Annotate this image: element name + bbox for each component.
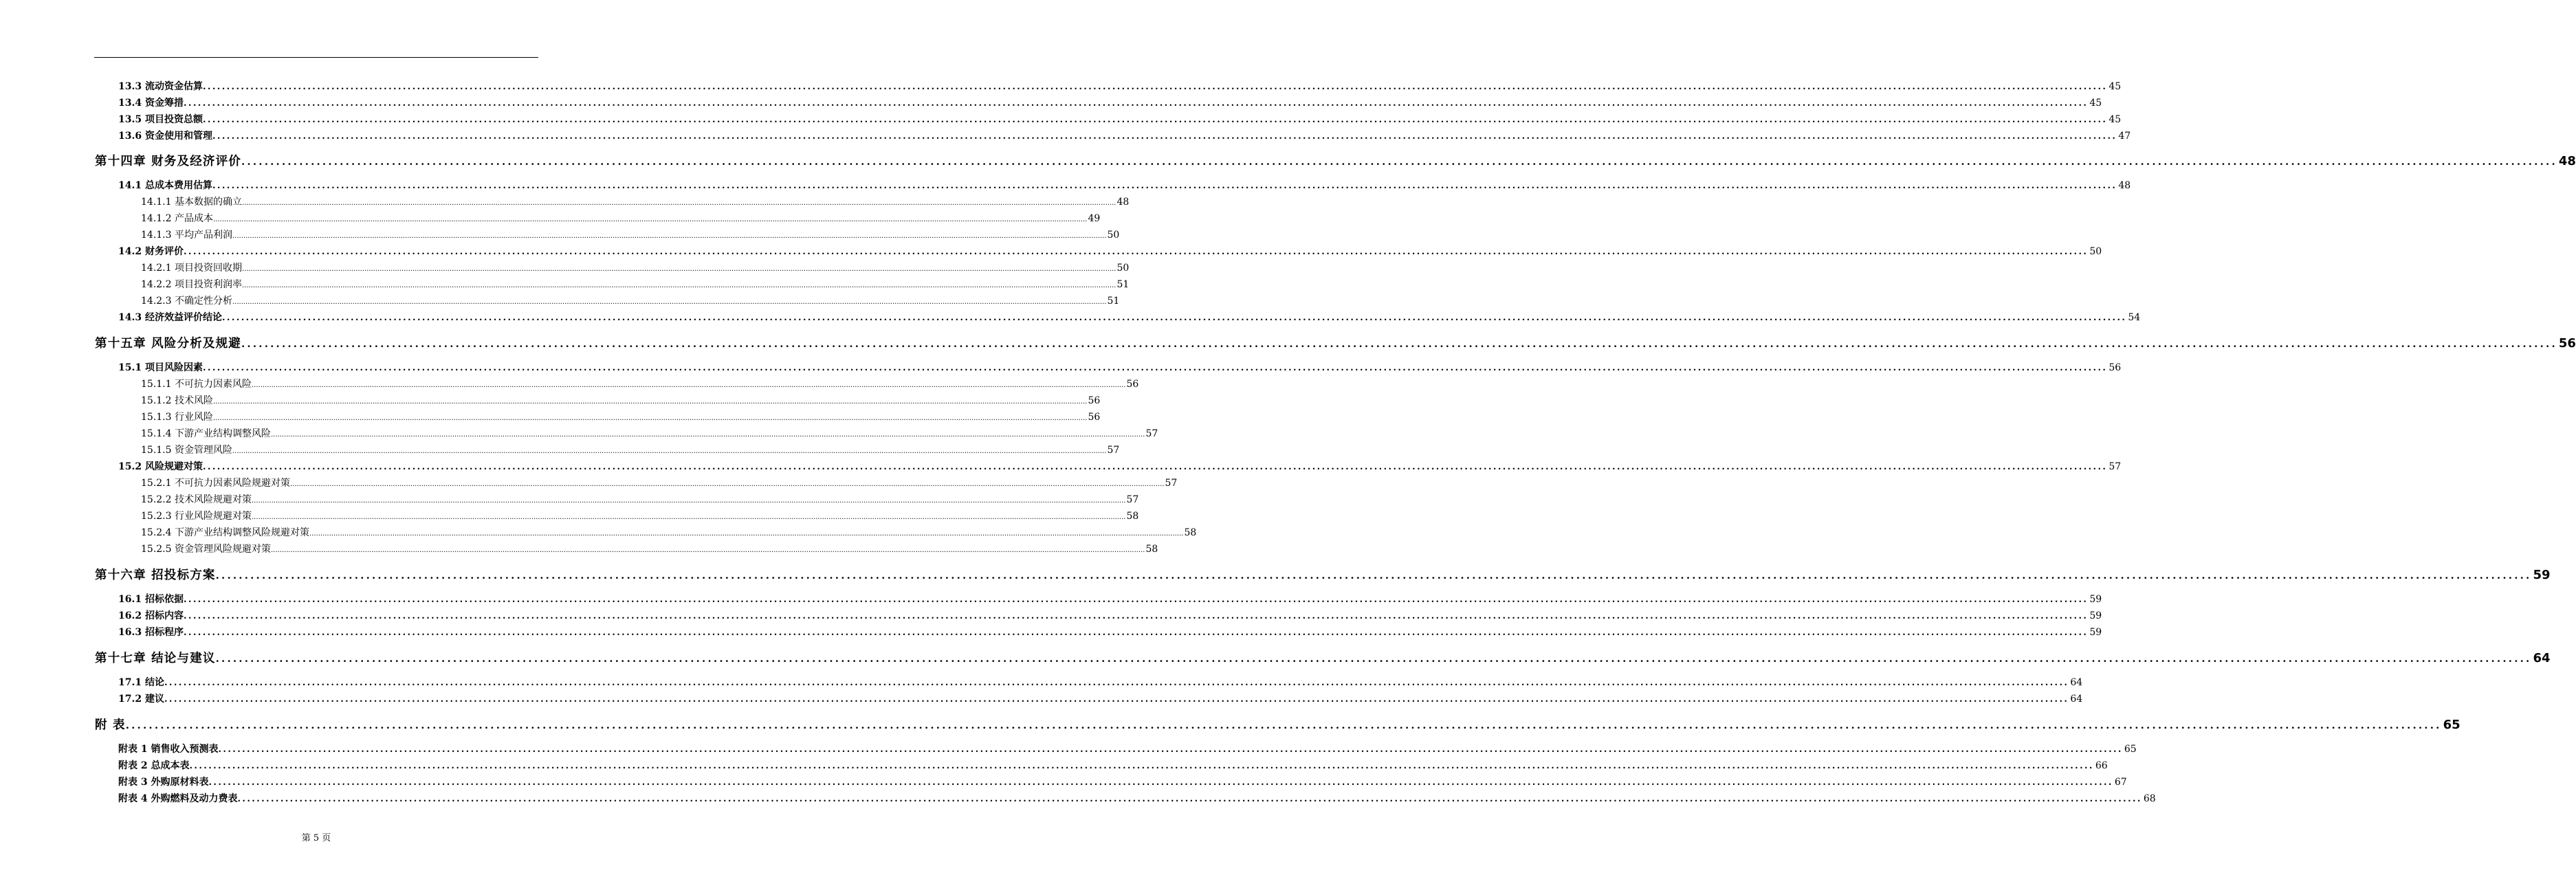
toc-section-entry[interactable] [118,625,2102,639]
toc-leader-dots: ................................................................................................................................................................................................................................................................................................................................................................................................................ [232,298,1107,306]
toc-entry-label: 13.3 流动资金估算 [118,81,203,92]
toc-leader-dots: ................................................................................................................................................................................................................................................................................................................................................................................................................ [212,131,2117,142]
toc-leader-dots: ................................................................................................................................................................................................................................................................................................................................................................................................................ [241,265,1116,273]
toc-entry-page-number: 68 [2143,793,2156,804]
toc-entry-label: 第十七章 结论与建议 [95,652,216,665]
toc-subsection-entry[interactable] [141,277,1130,291]
toc-entry-label: 附表 1 销售收入预测表 [118,744,219,755]
toc-entry-label: 15.2.2 技术风险规避对策 [141,494,252,505]
toc-entry-label: 15.1.1 不可抗力因素风险 [141,379,252,390]
toc-entry-label: 13.4 资金筹措 [118,98,184,109]
toc-section-entry[interactable] [118,310,2141,324]
toc-entry-label: 13.6 资金使用和管理 [118,131,212,142]
toc-subsection-entry[interactable] [141,443,1120,456]
toc-entry-page-number: 56 [2109,362,2122,373]
toc-entry-page-number: 47 [2118,131,2131,142]
page-number: 第 5 页 [301,833,331,843]
toc-leader-dots: ................................................................................................................................................................................................................................................................................................................................................................................................................ [232,448,1107,455]
toc-entry-page-number: 57 [1145,428,1158,439]
toc-leader-dots: ................................................................................................................................................................................................................................................................................................................................................................................................................ [183,611,2089,621]
toc-entry-page-number: 57 [1165,478,1178,489]
toc-chapter-entry[interactable] [95,566,2551,584]
toc-entry-label: 14.1 总成本费用估算 [118,180,212,191]
toc-leader-dots: ................................................................................................................................................................................................................................................................................................................................................................................................................ [183,595,2089,605]
toc-entry-page-number: 66 [2095,760,2108,771]
toc-leader-dots: ................................................................................................................................................................................................................................................................................................................................................................................................................ [212,216,1088,223]
toc-entry-label: 15.1 项目风险因素 [118,362,203,373]
toc-leader-dots: ................................................................................................................................................................................................................................................................................................................................................................................................................ [221,313,2127,323]
toc-leader-dots: ................................................................................................................................................................................................................................................................................................................................................................................................................ [202,82,2108,92]
toc-leader-dots: ................................................................................................................................................................................................................................................................................................................................................................................................................ [208,777,2113,788]
toc-entry-page-number: 57 [2109,461,2122,472]
toc-entry-page-number: 54 [2128,312,2141,323]
toc-entry-label: 15.1.2 技术风险 [141,395,213,406]
toc-entry-label: 15.1.4 下游产业结构调整风险 [141,428,271,439]
toc-leader-dots: ................................................................................................................................................................................................................................................................................................................................................................................................................ [164,678,2069,688]
toc-entry-page-number: 59 [2533,568,2551,582]
toc-entry-page-number: 56 [2558,336,2576,351]
toc-section-entry[interactable] [118,129,2131,142]
toc-subsection-entry[interactable] [141,476,1178,489]
toc-entry-label: 15.2 风险规避对策 [118,461,203,472]
toc-subsection-entry[interactable] [141,228,1120,241]
toc-entry-page-number: 65 [2443,718,2461,732]
toc-entry-label: 17.1 结论 [118,677,164,688]
toc-section-entry[interactable] [118,178,2131,192]
toc-entry-page-number: 56 [1088,395,1101,406]
toc-entry-label: 第十六章 招投标方案 [95,568,216,582]
toc-leader-dots: ................................................................................................................................................................................................................................................................................................................................................................................................................ [237,794,2142,804]
toc-entry-page-number: 48 [2558,154,2576,168]
toc-entry-label: 15.2.4 下游产业结构调整风险规避对策 [141,527,309,538]
toc-entry-page-number: 57 [1126,494,1139,505]
toc-entry-page-number: 59 [2089,627,2102,638]
toc-subsection-entry[interactable] [141,294,1120,307]
toc-subsection-entry[interactable] [141,410,1101,423]
toc-entry-label: 15.2.1 不可抗力因素风险规避对策 [141,478,290,489]
toc-entry-label: 15.2.5 资金管理风险规避对策 [141,544,271,555]
toc-leader-dots: ................................................................................................................................................................................................................................................................................................................................................................................................................ [232,232,1107,240]
toc-entry-page-number: 64 [2533,651,2551,665]
toc-subsection-entry[interactable] [141,525,1197,539]
toc-leader-dots: ................................................................................................................................................................................................................................................................................................................................................................................................................ [202,462,2108,472]
toc-leader-dots: ................................................................................................................................................................................................................................................................................................................................................................................................................ [218,744,2123,755]
toc-entry-label: 第十四章 财务及经济评价 [95,155,241,168]
toc-appendix-entry[interactable] [118,775,2127,788]
toc-section-entry[interactable] [118,244,2102,258]
toc-entry-label: 附表 3 外购原材料表 [118,777,209,788]
toc-leader-dots: ................................................................................................................................................................................................................................................................................................................................................................................................................ [125,719,2442,731]
toc-entry-label: 17.2 建议 [118,694,164,705]
toc-entry-label: 附表 2 总成本表 [118,760,190,771]
toc-entry-label: 16.1 招标依据 [118,594,184,605]
toc-entry-page-number: 56 [1126,379,1139,390]
toc-entry-label: 14.2.2 项目投资利润率 [141,279,242,290]
toc-entry-label: 第十五章 风险分析及规避 [95,337,241,351]
toc-entry-label: 16.2 招标内容 [118,610,184,621]
toc-leader-dots: ................................................................................................................................................................................................................................................................................................................................................................................................................ [202,363,2108,373]
toc-entry-label: 13.5 项目投资总额 [118,114,203,125]
toc-leader-dots: ................................................................................................................................................................................................................................................................................................................................................................................................................ [241,338,2557,350]
toc-subsection-entry[interactable] [141,492,1139,506]
toc-entry-page-number: 48 [2118,180,2131,191]
toc-section-entry[interactable] [118,692,2083,705]
toc-appendix-entry[interactable] [118,742,2137,755]
toc-section-entry[interactable] [118,675,2083,689]
toc-entry-label: 15.1.3 行业风险 [141,412,213,423]
toc-section-entry[interactable] [118,459,2122,473]
toc-leader-dots: ................................................................................................................................................................................................................................................................................................................................................................................................................ [183,247,2089,257]
toc-chapter-entry[interactable] [95,716,2461,733]
toc-entry-page-number: 67 [2114,777,2127,788]
toc-entry-label: 14.2.3 不确定性分析 [141,296,232,307]
toc-entry-page-number: 51 [1116,279,1130,290]
header-rule [94,57,538,58]
toc-leader-dots: ................................................................................................................................................................................................................................................................................................................................................................................................................ [289,480,1165,488]
toc-entry-label: 14.1.1 基本数据的确立 [141,197,242,208]
toc-leader-dots: ................................................................................................................................................................................................................................................................................................................................................................................................................ [215,652,2532,665]
toc-entry-label: 附表 4 外购燃料及动力费表 [118,793,238,804]
toc-entry-page-number: 50 [1116,263,1130,274]
toc-leader-dots: ................................................................................................................................................................................................................................................................................................................................................................................................................ [202,115,2108,125]
toc-leader-dots: ................................................................................................................................................................................................................................................................................................................................................................................................................ [251,497,1126,505]
toc-subsection-entry[interactable] [141,542,1158,555]
toc-appendix-entry[interactable] [118,758,2108,772]
toc-leader-dots: ................................................................................................................................................................................................................................................................................................................................................................................................................ [251,382,1126,389]
toc-section-entry[interactable] [118,112,2122,126]
toc-leader-dots: ................................................................................................................................................................................................................................................................................................................................................................................................................ [241,282,1116,289]
toc-section-entry[interactable] [118,360,2122,374]
toc-entry-page-number: 58 [1145,544,1158,555]
toc-leader-dots: ................................................................................................................................................................................................................................................................................................................................................................................................................ [215,569,2532,582]
toc-subsection-entry[interactable] [141,195,1130,208]
toc-subsection-entry[interactable] [141,509,1139,522]
toc-chapter-entry[interactable] [95,649,2551,667]
toc-leader-dots: ................................................................................................................................................................................................................................................................................................................................................................................................................ [270,431,1145,439]
toc-chapter-entry[interactable] [95,152,2576,170]
toc-leader-dots: ................................................................................................................................................................................................................................................................................................................................................................................................................ [251,513,1126,521]
toc-entry-page-number: 56 [1088,412,1101,423]
toc-entry-page-number: 45 [2089,98,2102,109]
toc-entry-page-number: 48 [1116,197,1130,208]
toc-entry-label: 14.3 经济效益评价结论 [118,312,222,323]
toc-entry-label: 15.1.5 资金管理风险 [141,445,232,456]
toc-entry-page-number: 51 [1107,296,1120,307]
toc-entry-page-number: 58 [1184,527,1197,538]
toc-entry-page-number: 50 [2089,246,2102,257]
toc-entry-page-number: 59 [2089,610,2102,621]
toc-subsection-entry[interactable] [141,426,1158,440]
toc-subsection-entry[interactable] [141,211,1101,225]
toc-section-entry[interactable] [118,592,2102,606]
toc-entry-page-number: 64 [2070,677,2083,688]
toc-entry-page-number: 45 [2109,114,2122,125]
toc-leader-dots: ................................................................................................................................................................................................................................................................................................................................................................................................................ [212,181,2117,191]
toc-leader-dots: ................................................................................................................................................................................................................................................................................................................................................................................................................ [212,415,1088,422]
toc-section-entry[interactable] [118,608,2102,622]
toc-leader-dots: ................................................................................................................................................................................................................................................................................................................................................................................................................ [212,398,1088,406]
toc-entry-page-number: 50 [1107,230,1120,241]
toc-entry-label: 15.2.3 行业风险规避对策 [141,511,252,522]
toc-entry-page-number: 65 [2124,744,2137,755]
toc-entry-label: 附 表 [95,718,126,732]
toc-entry-page-number: 64 [2070,694,2083,705]
toc-entry-label: 16.3 招标程序 [118,627,184,638]
toc-entry-page-number: 57 [1107,445,1120,456]
toc-entry-page-number: 49 [1088,213,1101,224]
toc-subsection-entry[interactable] [141,261,1130,274]
toc-leader-dots: ................................................................................................................................................................................................................................................................................................................................................................................................................ [241,199,1116,207]
toc-leader-dots: ................................................................................................................................................................................................................................................................................................................................................................................................................ [183,98,2089,109]
toc-chapter-entry[interactable] [95,334,2576,352]
toc-entry-label: 14.2.1 项目投资回收期 [141,263,242,274]
toc-entry-label: 14.1.2 产品成本 [141,213,213,224]
toc-leader-dots: ................................................................................................................................................................................................................................................................................................................................................................................................................ [189,761,2094,771]
toc-leader-dots: ................................................................................................................................................................................................................................................................................................................................................................................................................ [183,628,2089,638]
toc-leader-dots: ................................................................................................................................................................................................................................................................................................................................................................................................................ [164,694,2069,705]
toc-subsection-entry[interactable] [141,393,1101,407]
toc-entry-label: 14.2 财务评价 [118,246,184,257]
toc-entry-page-number: 45 [2109,81,2122,92]
toc-entry-page-number: 58 [1126,511,1139,522]
toc-leader-dots: ................................................................................................................................................................................................................................................................................................................................................................................................................ [241,155,2557,168]
toc-entry-label: 14.1.3 平均产品利润 [141,230,232,241]
toc-appendix-entry[interactable] [118,791,2156,805]
toc-subsection-entry[interactable] [141,377,1139,390]
toc-section-entry[interactable] [118,79,2122,93]
toc-section-entry[interactable] [118,96,2102,109]
toc-leader-dots: ................................................................................................................................................................................................................................................................................................................................................................................................................ [270,546,1145,554]
toc-entry-page-number: 59 [2089,594,2102,605]
toc-leader-dots: ................................................................................................................................................................................................................................................................................................................................................................................................................ [309,530,1184,538]
